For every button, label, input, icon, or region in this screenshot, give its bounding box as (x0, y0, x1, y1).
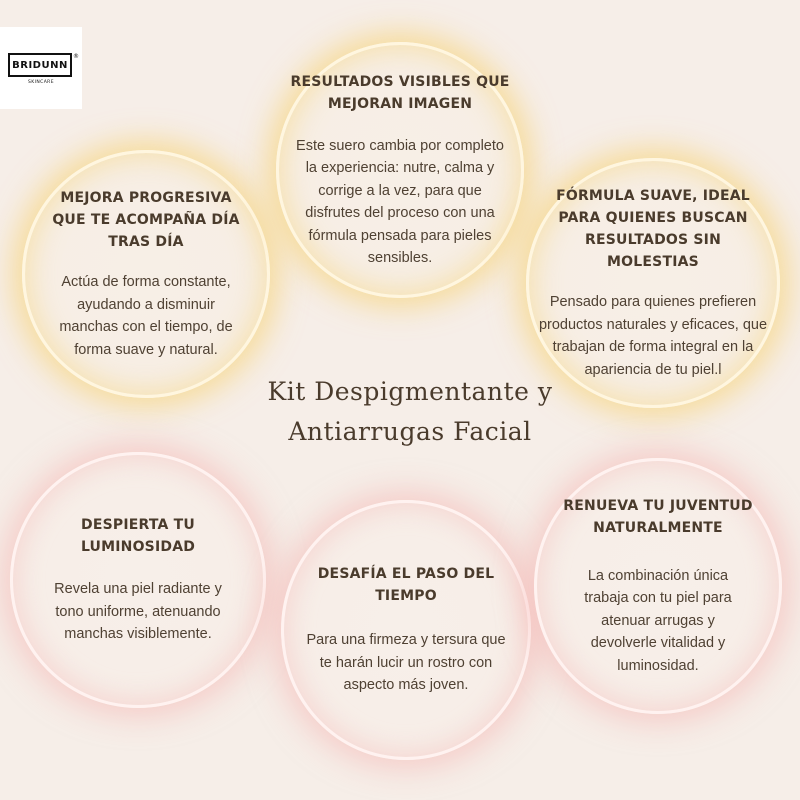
benefit-body: La combinación única trabaja con tu piel para atenuar arrugas y devolverle vitalidad y luminosidad. (584, 567, 732, 674)
benefit-title: FÓRMULA SUAVE, IDEAL PARA QUIENES BUSCAN RESULTADOS SIN MOLESTIAS (556, 188, 750, 270)
benefit-title: RESULTADOS VISIBLES QUE MEJORAN IMAGEN (290, 73, 510, 112)
benefit-body: Este suero cambia por completo la experiencia: nutre, calma y corrige a la vez, para que disfrutes del proceso con una fórmula pensada para pieles sensibles. (296, 137, 504, 266)
registered-mark: ® (73, 53, 79, 60)
benefit-circle-defy-time (281, 500, 531, 760)
brand-name: BRIDUNN (8, 53, 72, 77)
brand-logo (0, 27, 82, 109)
benefit-circle-progressive (22, 150, 270, 398)
benefit-body: Actúa de forma constante, ayudando a disminuir manchas con el tiempo, de forma suave y natural. (59, 274, 233, 358)
page-title (240, 372, 580, 452)
benefit-circle-luminosity (10, 452, 266, 708)
benefit-title: DESPIERTA TU LUMINOSIDAD (80, 517, 196, 556)
benefit-title: MEJORA PROGRESIVA QUE TE ACOMPAÑA DÍA TRAS DÍA (52, 190, 240, 250)
page-title-line-1: Kit Despigmentante y (267, 377, 553, 406)
benefit-circle-gentle-formula (526, 158, 780, 408)
benefit-body: Para una firmeza y tersura que te harán lucir un rostro con aspecto más joven. (306, 632, 506, 694)
benefit-title: RENUEVA TU JUVENTUD NATURALMENTE (563, 497, 753, 536)
page-title-line-2: Antiarrugas Facial (288, 417, 532, 446)
benefit-circle-renew-youth (534, 458, 782, 714)
benefit-body: Revela una piel radiante y tono uniforme, atenuando manchas visiblemente. (54, 581, 222, 643)
benefit-body: Pensado para quienes prefieren productos naturales y eficaces, que trabajan de forma integral en la apariencia de tu piel.l (538, 294, 768, 378)
benefit-title: DESAFÍA EL PASO DEL TIEMPO (317, 566, 495, 605)
brand-subtitle: SKINCARE (28, 80, 54, 85)
benefit-circle-visible-results (276, 42, 524, 298)
